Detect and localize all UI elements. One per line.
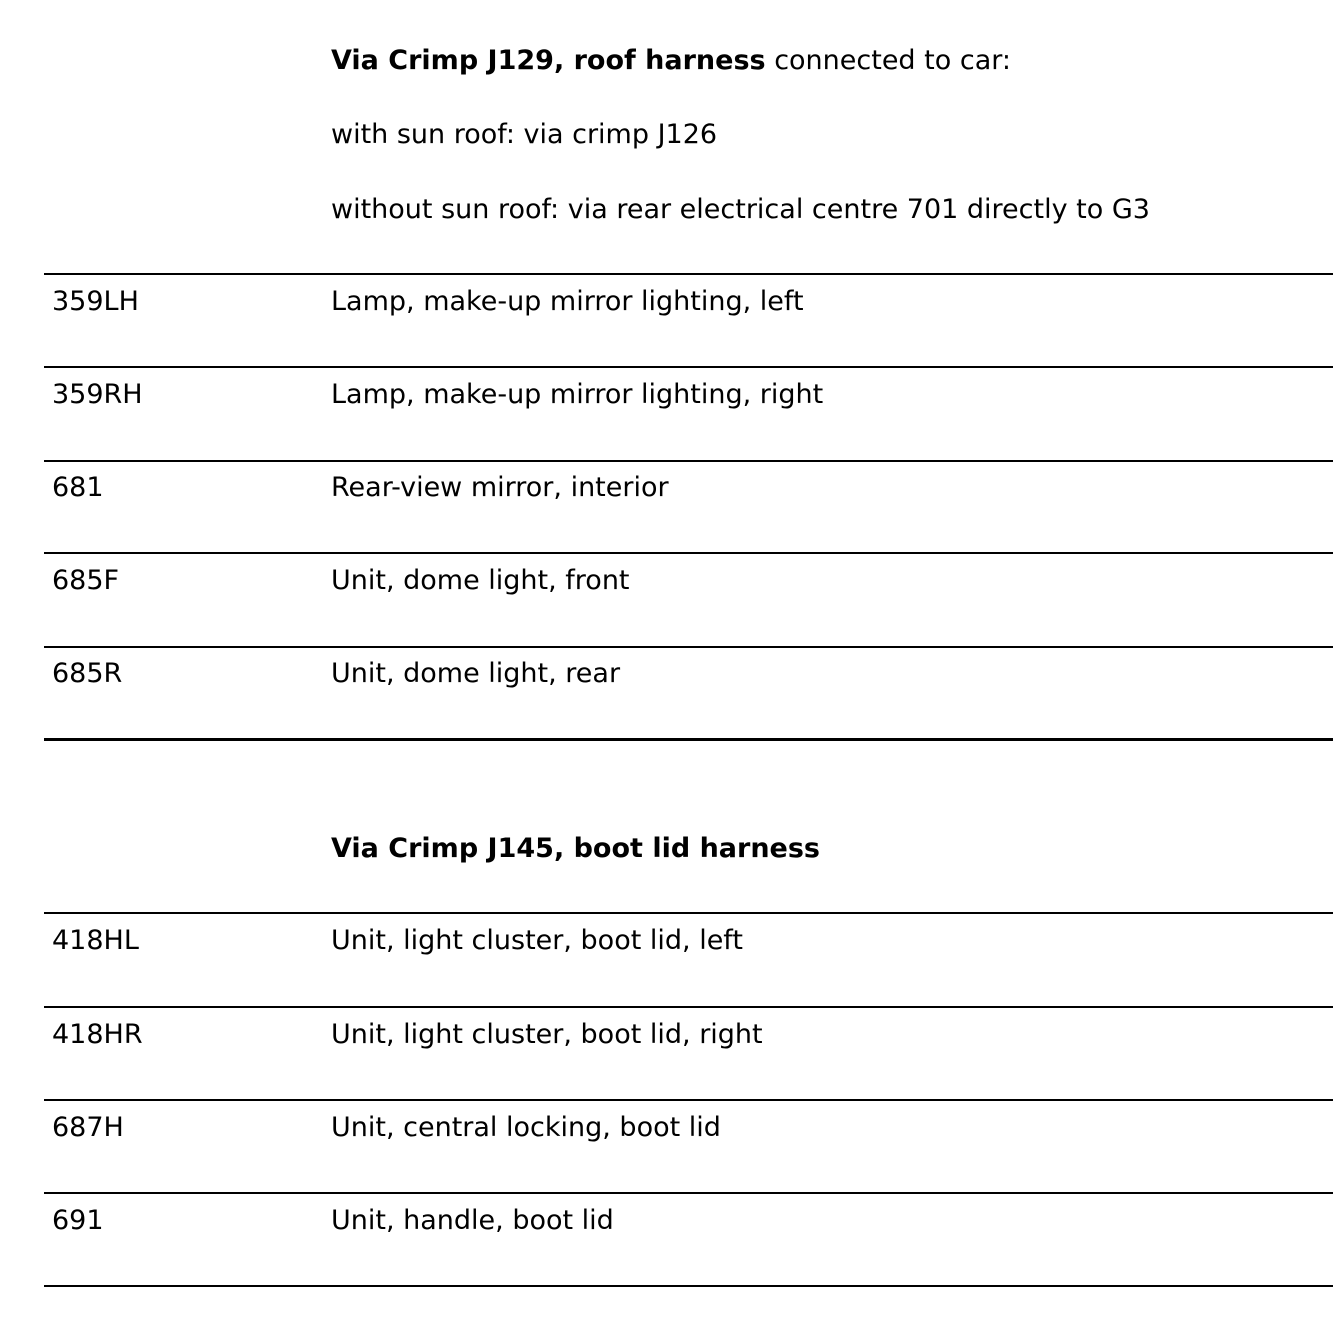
- component-code: 418HL: [52, 925, 139, 956]
- table-rule: [44, 646, 1333, 648]
- component-code: 359LH: [52, 286, 139, 317]
- table-rule: [44, 912, 1333, 914]
- component-description: Unit, light cluster, boot lid, left: [331, 925, 743, 956]
- roof-heading-bold: Via Crimp J129, roof harness: [331, 45, 766, 76]
- component-code: 687H: [52, 1112, 124, 1143]
- component-code: 418HR: [52, 1019, 143, 1050]
- component-code: 359RH: [52, 379, 143, 410]
- roof-section-heading: [331, 45, 1011, 77]
- table-rule: [44, 1006, 1333, 1008]
- table-rule: [44, 1099, 1333, 1101]
- boot-section-heading: Via Crimp J145, boot lid harness: [331, 833, 821, 864]
- component-description: Unit, light cluster, boot lid, right: [331, 1019, 763, 1050]
- component-code: 691: [52, 1205, 104, 1236]
- roof-note-no-sun-roof: without sun roof: via rear electrical centre 701 directly to G3: [331, 194, 1150, 225]
- component-description: Lamp, make-up mirror lighting, left: [331, 286, 804, 317]
- table-rule: [44, 1285, 1333, 1287]
- component-code: 685R: [52, 658, 123, 689]
- table-rule: [44, 366, 1333, 368]
- table-rule: [44, 738, 1333, 741]
- component-code: 681: [52, 472, 104, 503]
- component-description: Unit, central locking, boot lid: [331, 1112, 721, 1143]
- component-description: Unit, handle, boot lid: [331, 1205, 614, 1236]
- component-description: Unit, dome light, front: [331, 565, 630, 596]
- table-rule: [44, 552, 1333, 554]
- table-rule: [44, 1192, 1333, 1194]
- component-description: Lamp, make-up mirror lighting, right: [331, 379, 824, 410]
- table-rule: [44, 460, 1333, 462]
- table-rule: [44, 273, 1333, 275]
- component-description: Rear-view mirror, interior: [331, 472, 669, 503]
- roof-note-sun-roof: with sun roof: via crimp J126: [331, 119, 718, 150]
- roof-heading-rest: connected to car:: [765, 45, 1011, 76]
- component-description: Unit, dome light, rear: [331, 658, 621, 689]
- component-code: 685F: [52, 565, 120, 596]
